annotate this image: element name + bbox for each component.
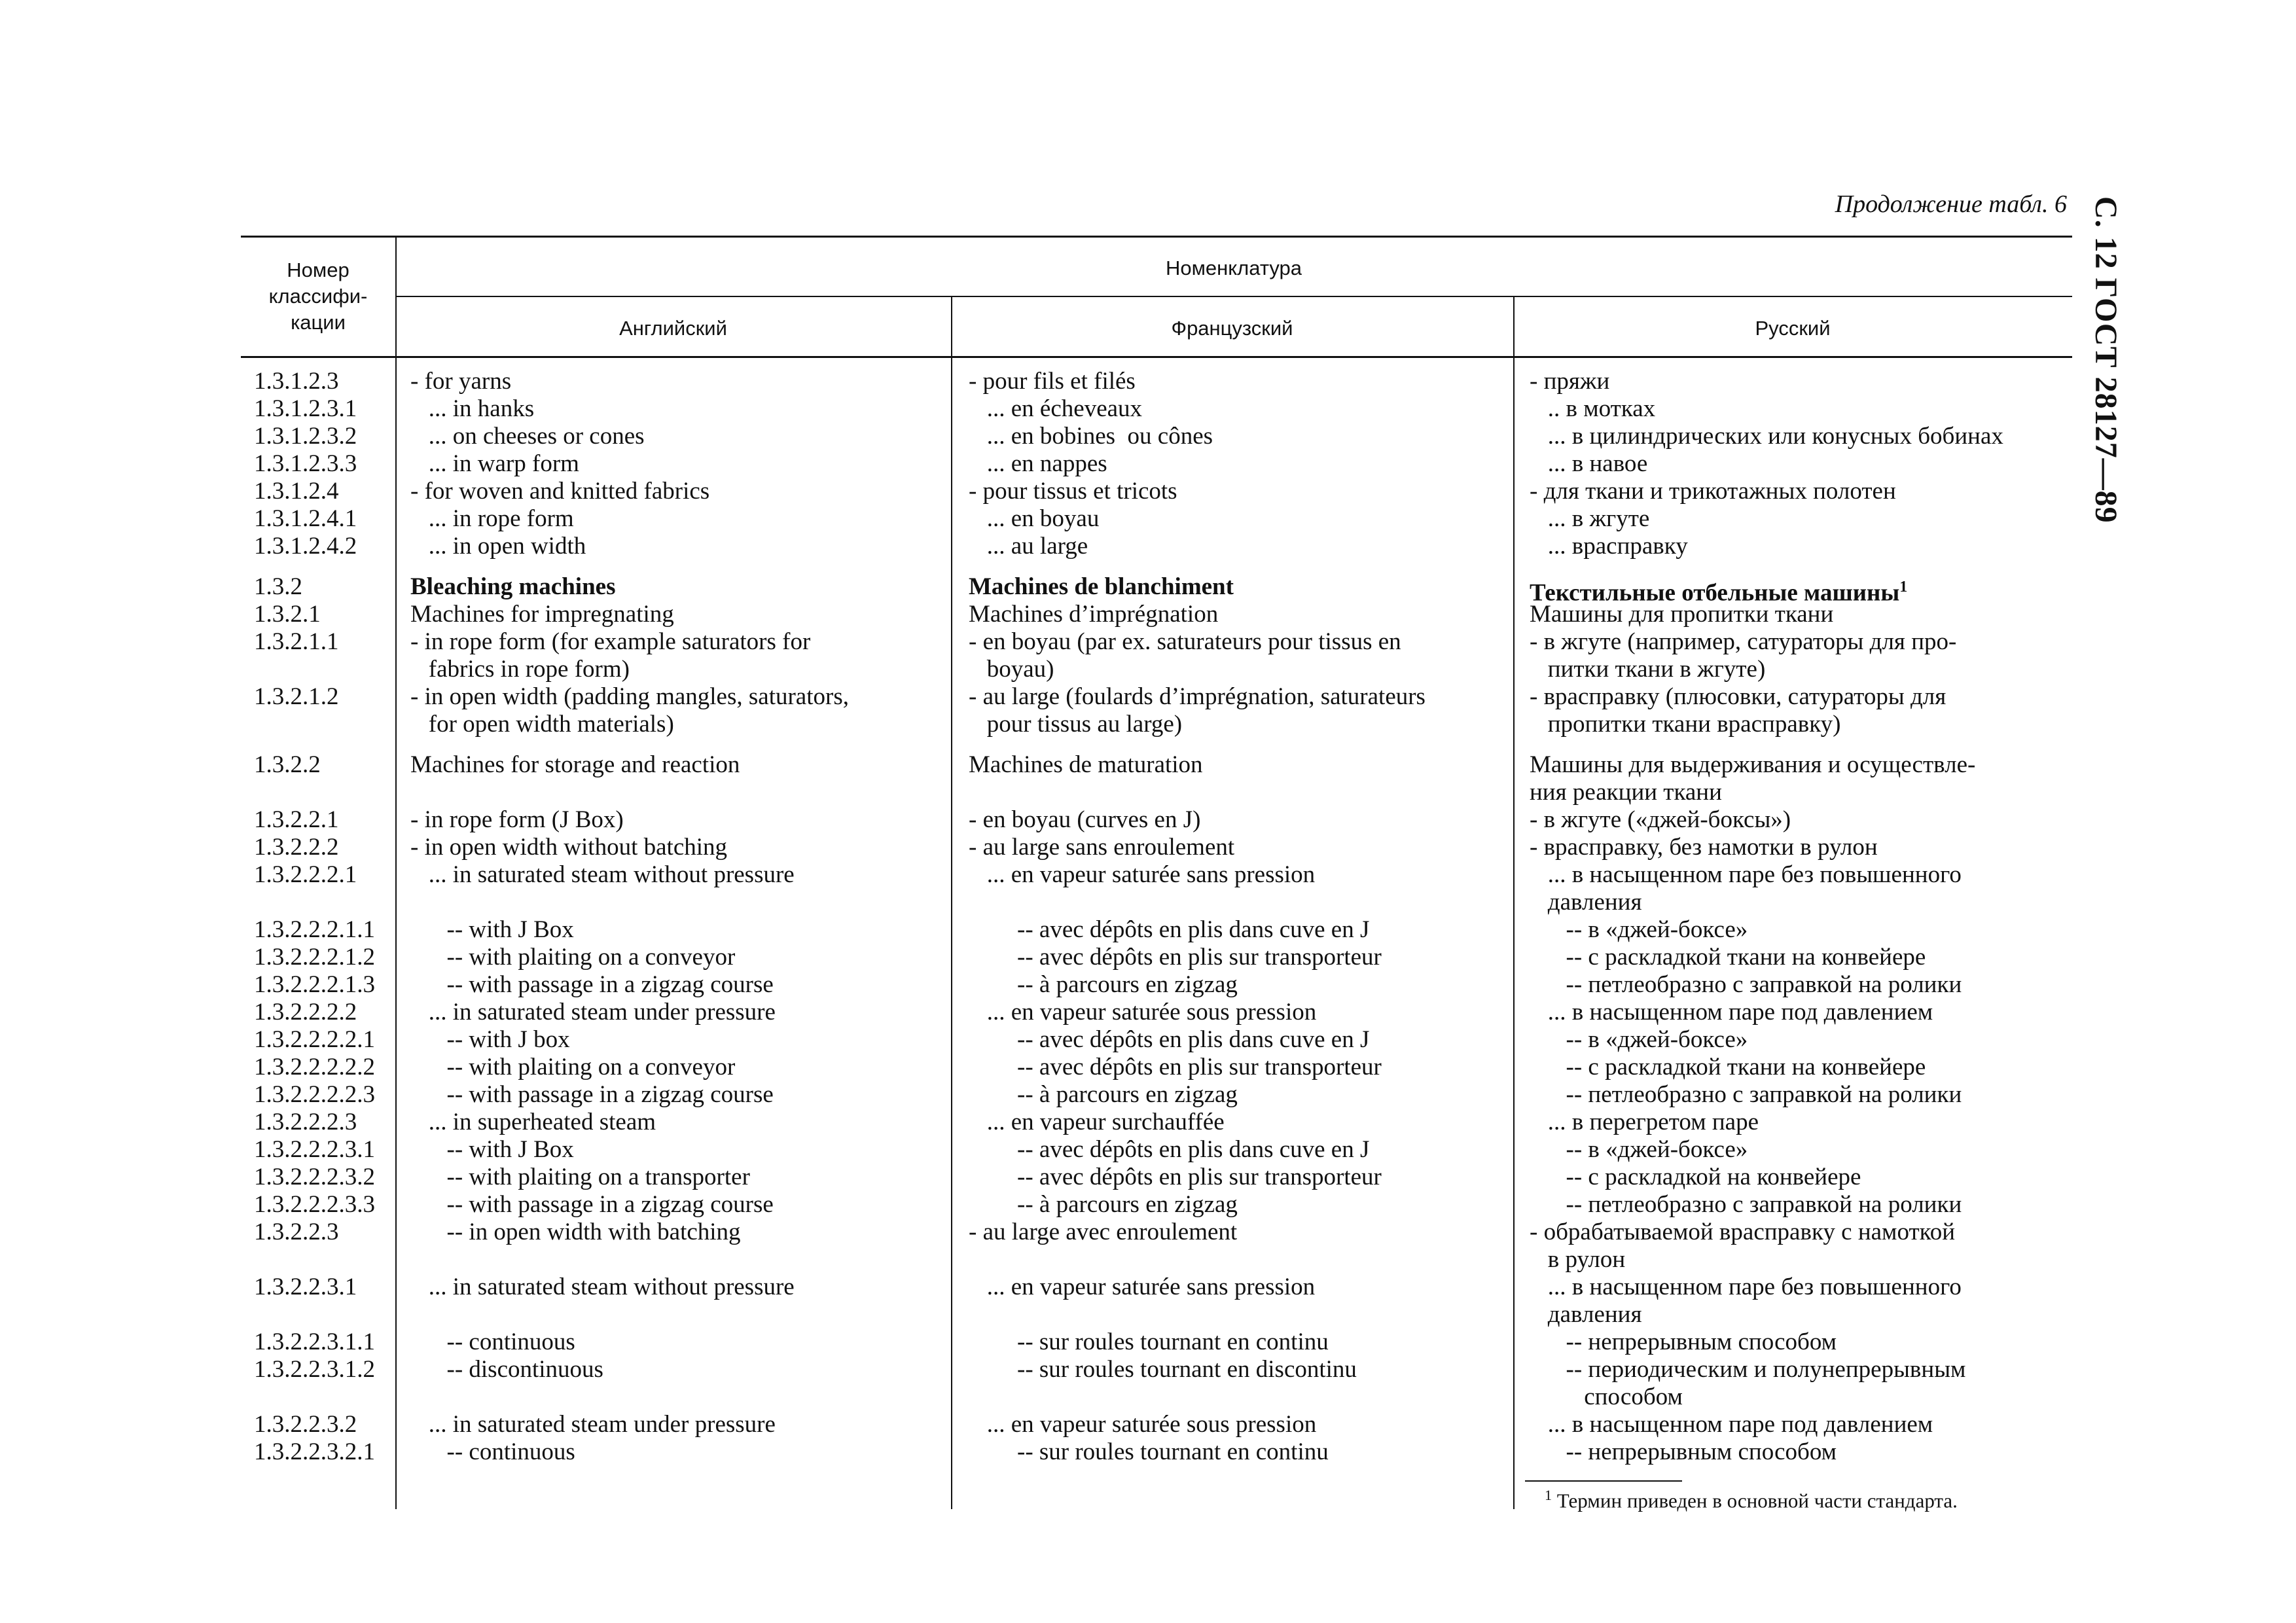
french-term: -- avec dépôts en plis sur transporteur <box>969 1164 1382 1190</box>
english-term: -- continuous <box>410 1329 575 1355</box>
table-row <box>0 1438 2296 1466</box>
classification-number: 1.3.1.2.3.2 <box>254 423 357 450</box>
classification-number: 1.3.2.2.3.1.2 <box>254 1356 375 1383</box>
russian-term: .. в мотках <box>1530 395 1656 422</box>
classification-number: 1.3.2.2.2.2.2 <box>254 1054 375 1080</box>
classification-number: 1.3.2.2.2.3.1 <box>254 1136 375 1163</box>
table-row <box>0 1329 2296 1356</box>
english-term: ... in open width <box>410 533 586 560</box>
english-term: -- with plaiting on a transporter <box>410 1164 750 1190</box>
classification-number: 1.3.2.2 <box>254 751 321 778</box>
table-body <box>0 368 2296 1466</box>
french-term: ... en vapeur surchauffée <box>969 1109 1225 1135</box>
table-row <box>0 1356 2296 1411</box>
english-term: -- with passage in a zigzag course <box>410 1191 774 1218</box>
classification-number: 1.3.1.2.3.3 <box>254 450 357 477</box>
table-row <box>0 751 2296 806</box>
russian-term: ... в навое <box>1530 450 1648 477</box>
french-term: - au large (foulards d’imprégnation, saturateurs pour tissus au large) <box>969 683 1426 738</box>
english-term: ... in saturated steam without pressure <box>410 861 795 888</box>
classification-number: 1.3.2.2.2.2.1 <box>254 1026 375 1053</box>
russian-term: ... в перегретом паре <box>1530 1109 1759 1135</box>
table-row <box>0 1164 2296 1191</box>
classification-number: 1.3.2.2.2.1 <box>254 861 357 888</box>
english-term: ... in superheated steam <box>410 1109 656 1135</box>
classification-number: 1.3.2.2.3.2 <box>254 1411 357 1438</box>
english-term: Machines for impregnating <box>410 601 674 628</box>
table-row <box>0 806 2296 834</box>
header-french: Французский <box>1171 317 1293 340</box>
russian-term: -- непрерывным способом <box>1530 1329 1837 1355</box>
header-number: Номер классифи- кации <box>268 259 368 334</box>
french-term: -- avec dépôts en plis dans cuve en J <box>969 1026 1370 1053</box>
footnote-mark: 1 <box>1545 1487 1552 1503</box>
french-term: - en boyau (par ex. saturateurs pour tissus en boyau) <box>969 628 1401 683</box>
table-row <box>0 1191 2296 1219</box>
english-term: Bleaching machines <box>410 573 616 600</box>
english-term: ... in saturated steam under pressure <box>410 999 776 1026</box>
french-term: Machines d’imprégnation <box>969 601 1219 628</box>
table-row <box>0 1219 2296 1274</box>
classification-number: 1.3.1.2.3 <box>254 368 339 395</box>
classification-number: 1.3.2.1.1 <box>254 628 339 655</box>
french-term: -- sur roules tournant en discontinu <box>969 1356 1357 1383</box>
header-bottom-border <box>241 356 2072 358</box>
table-row <box>0 861 2296 916</box>
classification-number: 1.3.1.2.4.2 <box>254 533 357 560</box>
english-term: ... in saturated steam under pressure <box>410 1411 776 1438</box>
table-row <box>0 1136 2296 1164</box>
english-term: - for woven and knitted fabrics <box>410 478 710 505</box>
classification-number: 1.3.2.2.2.3 <box>254 1109 357 1135</box>
page-side-label: С. 12 ГОСТ 28127—89 <box>2089 196 2123 524</box>
russian-term: - пряжи <box>1530 368 1610 395</box>
classification-number: 1.3.2.2.2.2.3 <box>254 1081 375 1108</box>
table-row <box>0 1081 2296 1109</box>
footnote-ref: 1 <box>1899 579 1908 596</box>
classification-number: 1.3.2.2.1 <box>254 806 339 833</box>
french-term: ... en vapeur saturée sous pression <box>969 1411 1317 1438</box>
russian-term: -- периодическим и полунепрерывным способом <box>1566 1356 1966 1410</box>
table-row <box>0 1411 2296 1438</box>
russian-term: ... в жгуте <box>1530 505 1650 532</box>
english-term: -- with J Box <box>410 916 574 943</box>
french-term: ... en boyau <box>969 505 1100 532</box>
russian-term: -- в «джей-боксе» <box>1530 916 1748 943</box>
russian-term: - в жгуте (например, сатураторы для про- питки ткани в жгуте) <box>1530 628 1957 683</box>
footnote-text: Термин приведен в основной части стандарта. <box>1556 1489 1958 1512</box>
russian-term: ... врасправку <box>1530 533 1688 560</box>
russian-term: -- с раскладкой ткани на конвейере <box>1530 1054 1926 1080</box>
french-term: ... en nappes <box>969 450 1107 477</box>
french-term: - au large avec enroulement <box>969 1219 1238 1245</box>
classification-number: 1.3.2.2.2.1.2 <box>254 944 375 971</box>
english-term: -- with plaiting on a conveyor <box>410 944 736 971</box>
table-row <box>0 1109 2296 1136</box>
english-term: -- with J Box <box>410 1136 574 1163</box>
classification-number: 1.3.1.2.4.1 <box>254 505 357 532</box>
french-term: ... en bobines ou cônes <box>969 423 1213 450</box>
table-row <box>0 423 2296 450</box>
classification-number: 1.3.2.2.2.3.3 <box>254 1191 375 1218</box>
table-row <box>0 601 2296 628</box>
table-row <box>0 683 2296 738</box>
table-row <box>0 573 2296 607</box>
french-term: -- avec dépôts en plis dans cuve en J <box>969 916 1370 943</box>
russian-term: -- в «джей-боксе» <box>1530 1026 1748 1053</box>
english-term: ... in rope form <box>410 505 574 532</box>
table-top-border <box>241 236 2072 238</box>
english-term: - in rope form (J Box) <box>410 806 624 833</box>
table-row <box>0 944 2296 971</box>
french-term: -- à parcours en zigzag <box>969 1081 1238 1108</box>
header-nomenclature: Номенклатура <box>1165 257 1302 279</box>
table-row <box>0 505 2296 533</box>
classification-number: 1.3.2.2.2.3.2 <box>254 1164 375 1190</box>
french-term: -- sur roules tournant en continu <box>969 1329 1329 1355</box>
english-term: -- discontinuous <box>410 1356 603 1383</box>
english-term: -- with passage in a zigzag course <box>410 971 774 998</box>
english-term: - in open width without batching <box>410 834 728 861</box>
english-term: Machines for storage and reaction <box>410 751 740 778</box>
english-term: ... in warp form <box>410 450 579 477</box>
russian-term: - для ткани и трикотажных полотен <box>1530 478 1896 505</box>
russian-term: ... в насыщенном паре под давлением <box>1530 1411 1933 1438</box>
table-row <box>0 395 2296 423</box>
footnote-rule <box>1525 1480 1682 1482</box>
english-term: - in open width (padding mangles, saturators, for open width materials) <box>410 683 849 738</box>
header-russian: Русский <box>1755 317 1831 340</box>
french-term: - pour fils et filés <box>969 368 1136 395</box>
french-term: -- à parcours en zigzag <box>969 971 1238 998</box>
english-term: ... in saturated steam without pressure <box>410 1274 795 1300</box>
table-row <box>0 971 2296 999</box>
french-term: ... en écheveaux <box>969 395 1143 422</box>
classification-number: 1.3.2.2.3.1 <box>254 1274 357 1300</box>
russian-term: ... в цилиндрических или конусных бобинах <box>1530 423 2003 450</box>
classification-number: 1.3.1.2.3.1 <box>254 395 357 422</box>
table-row <box>0 1054 2296 1081</box>
header-english: Английский <box>619 317 727 340</box>
english-term: -- continuous <box>410 1438 575 1465</box>
classification-number: 1.3.2.1.2 <box>254 683 339 710</box>
classification-number: 1.3.2.2.3.1.1 <box>254 1329 375 1355</box>
table-row <box>0 450 2296 478</box>
french-term: -- avec dépôts en plis sur transporteur <box>969 944 1382 971</box>
french-term: - en boyau (curves en J) <box>969 806 1201 833</box>
table-row <box>0 533 2296 560</box>
table-row <box>0 478 2296 505</box>
russian-term: Машины для пропитки ткани <box>1530 601 1834 628</box>
footnote <box>1545 1487 1958 1512</box>
table-row <box>0 834 2296 861</box>
classification-number: 1.3.2.2.2 <box>254 834 339 861</box>
french-term: ... en vapeur saturée sans pression <box>969 861 1316 888</box>
classification-number: 1.3.2.2.2.1.1 <box>254 916 375 943</box>
french-term: -- avec dépôts en plis dans cuve en J <box>969 1136 1370 1163</box>
russian-term: - врасправку, без намотки в рулон <box>1530 834 1878 861</box>
english-term: -- in open width with batching <box>410 1219 741 1245</box>
english-term: -- with passage in a zigzag course <box>410 1081 774 1108</box>
russian-term: ... в насыщенном паре без повышенного давления <box>1547 1274 1962 1328</box>
french-term: Machines de blanchiment <box>969 573 1234 600</box>
french-term: -- avec dépôts en plis sur transporteur <box>969 1054 1382 1080</box>
french-term: ... au large <box>969 533 1088 560</box>
russian-term: -- петлеобразно с заправкой на ролики <box>1530 1081 1962 1108</box>
table-row <box>0 628 2296 683</box>
classification-number: 1.3.2.2.3.2.1 <box>254 1438 375 1465</box>
english-term: -- with J box <box>410 1026 570 1053</box>
table-row <box>0 1026 2296 1054</box>
english-term: ... in hanks <box>410 395 535 422</box>
french-term: - pour tissus et tricots <box>969 478 1177 505</box>
french-term: - au large sans enroulement <box>969 834 1235 861</box>
classification-number: 1.3.2.1 <box>254 601 321 628</box>
classification-number: 1.3.2.2.3 <box>254 1219 339 1245</box>
russian-term: -- петлеобразно с заправкой на ролики <box>1530 971 1962 998</box>
russian-term: -- петлеобразно с заправкой на ролики <box>1530 1191 1962 1218</box>
russian-term: -- с раскладкой ткани на конвейере <box>1530 944 1926 971</box>
russian-term: - в жгуте («джей-боксы») <box>1530 806 1791 833</box>
header-mid-border <box>395 296 2072 297</box>
russian-term: Машины для выдерживания и осуществле- ния реакции ткани <box>1530 751 1976 806</box>
classification-number: 1.3.2 <box>254 573 302 600</box>
english-term: - for yarns <box>410 368 512 395</box>
russian-term: ... в насыщенном паре без повышенного давления <box>1547 861 1962 916</box>
russian-term: ... в насыщенном паре под давлением <box>1530 999 1933 1026</box>
classification-number: 1.3.1.2.4 <box>254 478 339 505</box>
classification-number: 1.3.2.2.2.1.3 <box>254 971 375 998</box>
table-row <box>0 368 2296 395</box>
classification-number: 1.3.2.2.2.2 <box>254 999 357 1026</box>
table-row <box>0 1274 2296 1329</box>
russian-term: Текстильные отбельные машины$^1$ <box>1530 579 1908 607</box>
french-term: Machines de maturation <box>969 751 1203 778</box>
english-term: ... on cheeses or cones <box>410 423 645 450</box>
table-caption: Продолжение табл. 6 <box>1835 190 2067 218</box>
english-term: - in rope form (for example saturators for fabrics in rope form) <box>410 628 811 683</box>
russian-term: -- с раскладкой на конвейере <box>1530 1164 1861 1190</box>
russian-term: -- непрерывным способом <box>1530 1438 1837 1465</box>
english-term: -- with plaiting on a conveyor <box>410 1054 736 1080</box>
russian-term: - обрабатываемой врасправку с намоткой в рулон <box>1530 1219 1956 1273</box>
table-row <box>0 916 2296 944</box>
russian-term: -- в «джей-боксе» <box>1530 1136 1748 1163</box>
table-row <box>0 999 2296 1026</box>
french-term: -- sur roules tournant en continu <box>969 1438 1329 1465</box>
russian-term: - врасправку (плюсовки, сатураторы для пропитки ткани врасправку) <box>1530 683 1946 738</box>
french-term: ... en vapeur saturée sous pression <box>969 999 1317 1026</box>
french-term: ... en vapeur saturée sans pression <box>969 1274 1316 1300</box>
french-term: -- à parcours en zigzag <box>969 1191 1238 1218</box>
